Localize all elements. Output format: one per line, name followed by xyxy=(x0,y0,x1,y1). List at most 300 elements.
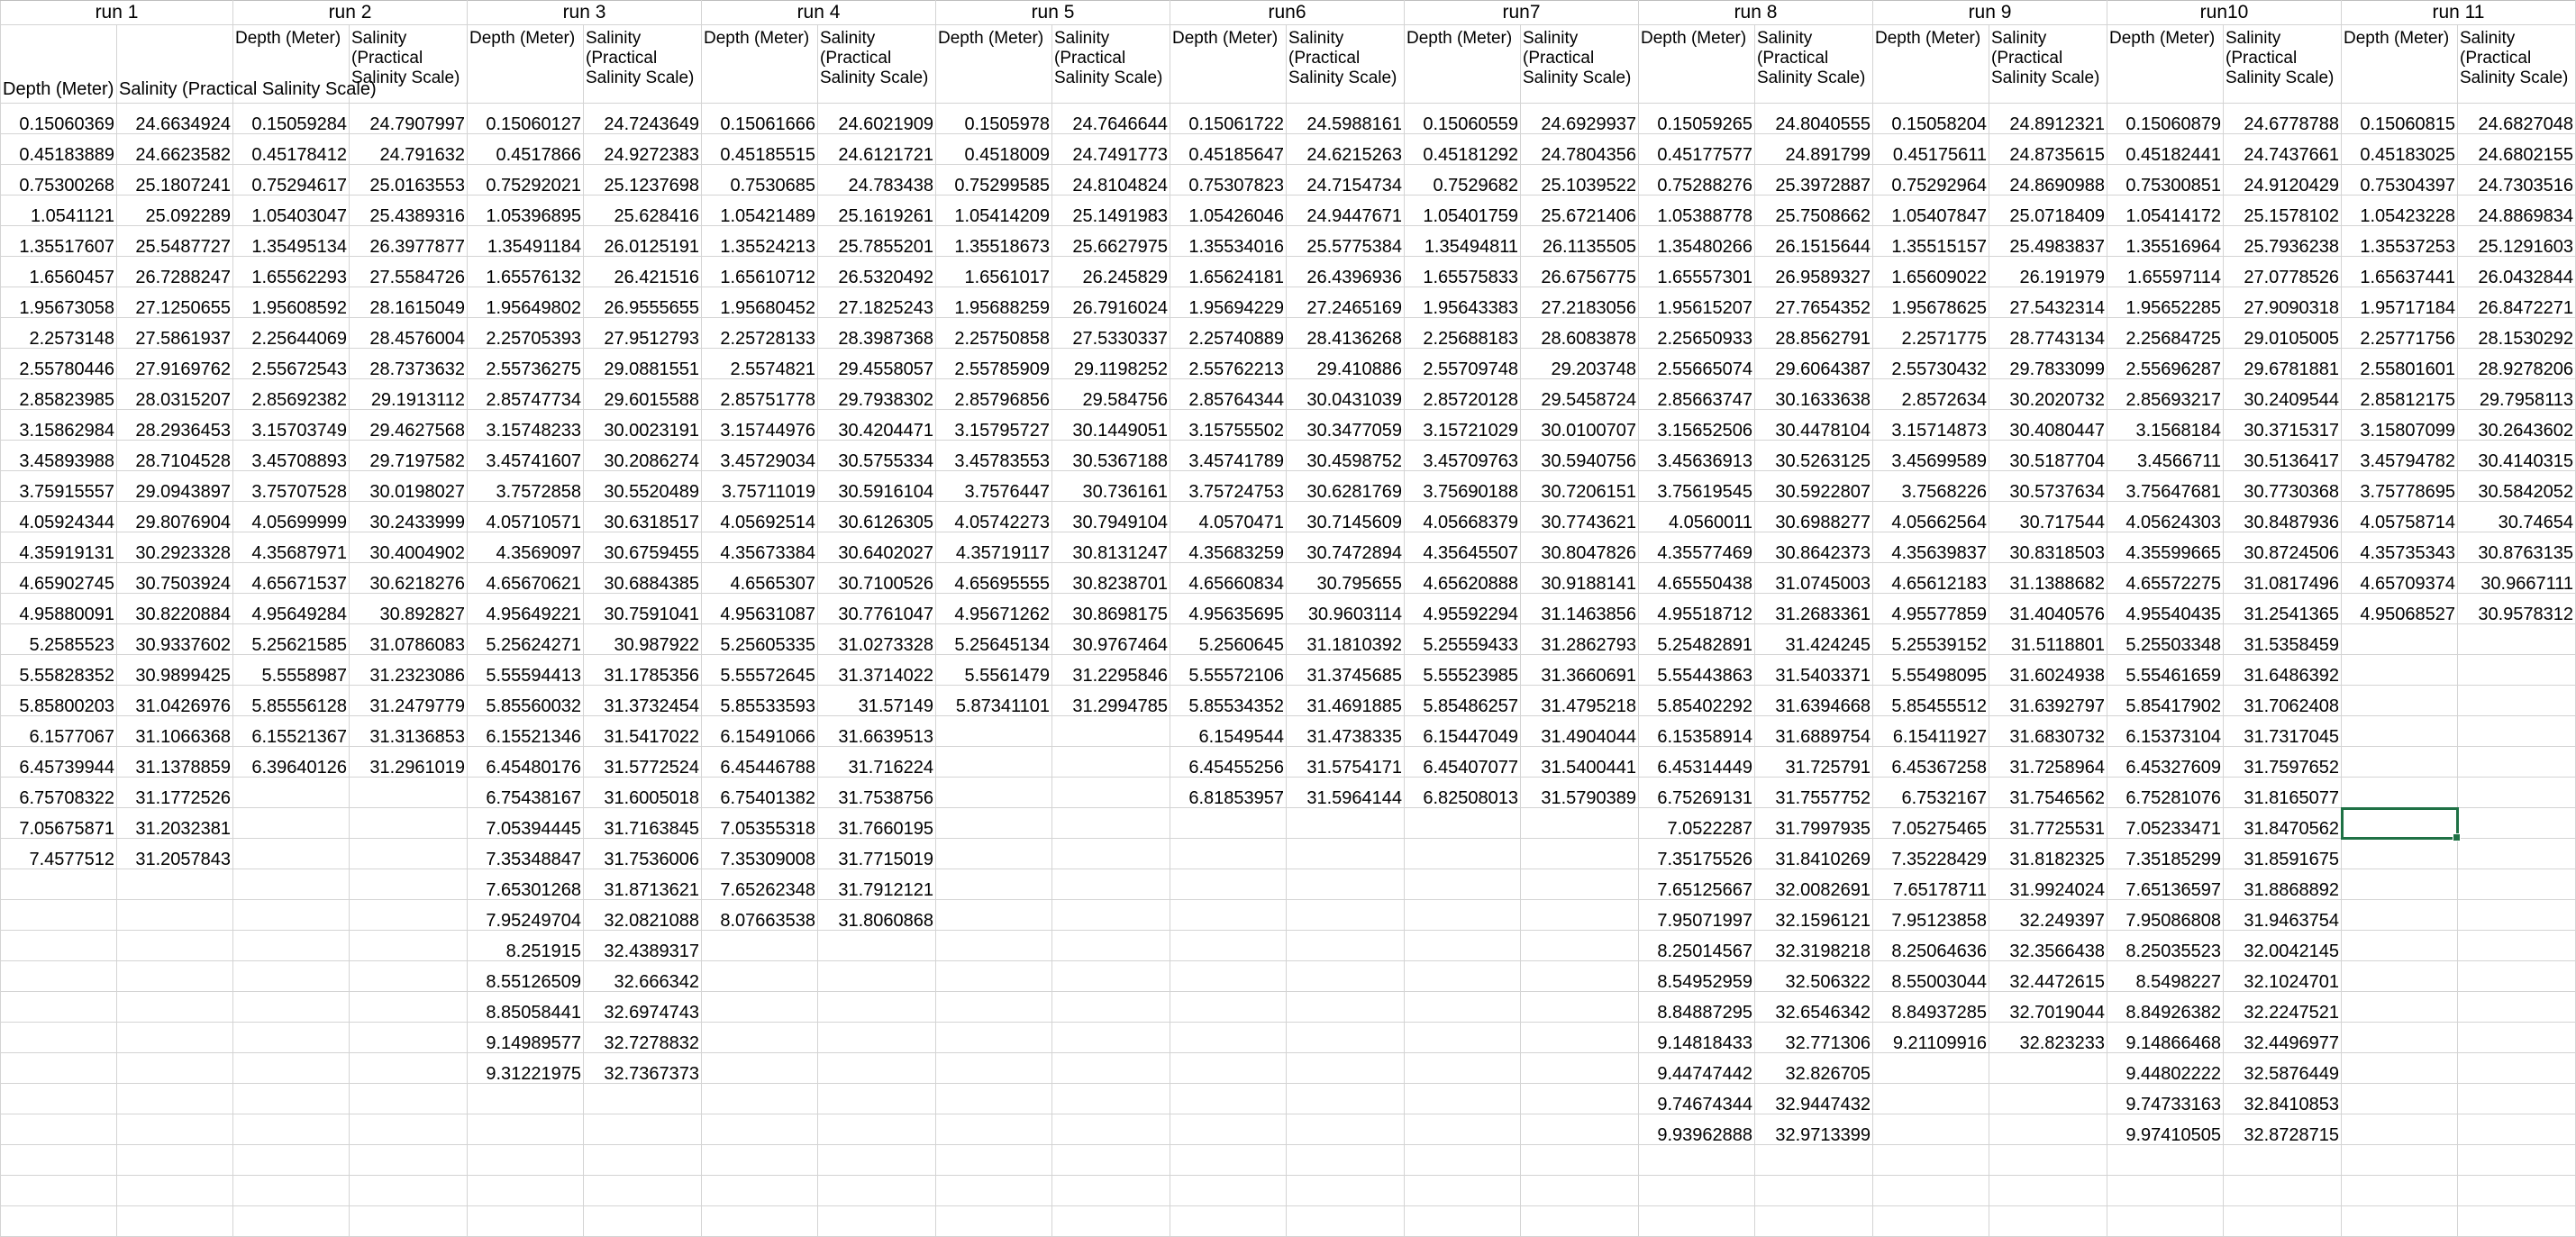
salinity-cell[interactable]: 32.5876449 xyxy=(2224,1053,2342,1084)
depth-cell[interactable]: 3.15748233 xyxy=(468,410,584,441)
salinity-cell[interactable]: 31.2032381 xyxy=(117,808,233,839)
depth-cell[interactable]: 4.65671537 xyxy=(233,563,350,594)
depth-cell[interactable]: 6.75269131 xyxy=(1639,778,1755,808)
depth-cell[interactable]: 6.45446788 xyxy=(702,747,818,778)
salinity-cell[interactable]: 31.4795218 xyxy=(1521,686,1639,716)
depth-cell[interactable]: 6.75281076 xyxy=(2107,778,2224,808)
salinity-cell[interactable]: 29.8076904 xyxy=(117,502,233,532)
empty-cell[interactable] xyxy=(1989,1084,2107,1114)
salinity-cell[interactable]: 26.3977877 xyxy=(350,226,468,257)
salinity-cell[interactable]: 30.5755334 xyxy=(818,441,936,471)
salinity-cell[interactable]: 32.7367373 xyxy=(584,1053,702,1084)
salinity-cell[interactable]: 31.3136853 xyxy=(350,716,468,747)
salinity-cell[interactable]: 29.410886 xyxy=(1287,349,1405,379)
salinity-cell[interactable]: 25.3972887 xyxy=(1755,165,1873,196)
empty-cell[interactable] xyxy=(233,1053,350,1084)
depth-cell[interactable]: 3.45783553 xyxy=(936,441,1052,471)
depth-cell[interactable]: 0.15061666 xyxy=(702,104,818,134)
salinity-cell[interactable]: 24.6827048 xyxy=(2458,104,2576,134)
depth-cell[interactable]: 5.2560645 xyxy=(1170,624,1287,655)
empty-cell[interactable] xyxy=(117,1114,233,1145)
depth-cell[interactable]: 1.05423228 xyxy=(2342,196,2458,226)
salinity-cell[interactable]: 28.0315207 xyxy=(117,379,233,410)
salinity-cell[interactable]: 31.6024938 xyxy=(1989,655,2107,686)
depth-cell[interactable]: 6.75401382 xyxy=(702,778,818,808)
empty-cell[interactable] xyxy=(936,808,1052,839)
empty-cell[interactable] xyxy=(702,1023,818,1053)
empty-cell[interactable] xyxy=(1052,931,1170,961)
salinity-cell[interactable]: 26.191979 xyxy=(1989,257,2107,287)
depth-cell[interactable]: 1.05396895 xyxy=(468,196,584,226)
depth-cell[interactable]: 1.35491184 xyxy=(468,226,584,257)
salinity-cell[interactable]: 28.4576004 xyxy=(350,318,468,349)
salinity-cell[interactable]: 30.0431039 xyxy=(1287,379,1405,410)
depth-cell[interactable]: 6.75438167 xyxy=(468,778,584,808)
depth-cell[interactable]: 7.95249704 xyxy=(468,900,584,931)
depth-cell[interactable]: 5.25539152 xyxy=(1873,624,1989,655)
empty-cell[interactable] xyxy=(350,1053,468,1084)
depth-cell[interactable]: 0.15060559 xyxy=(1405,104,1521,134)
salinity-cell[interactable]: 30.4598752 xyxy=(1287,441,1405,471)
salinity-cell[interactable]: 31.6486392 xyxy=(2224,655,2342,686)
depth-cell[interactable]: 1.65624181 xyxy=(1170,257,1287,287)
empty-cell[interactable] xyxy=(350,961,468,992)
salinity-cell[interactable]: 31.8591675 xyxy=(2224,839,2342,869)
depth-cell[interactable]: 2.55665074 xyxy=(1639,349,1755,379)
salinity-cell[interactable]: 25.7936238 xyxy=(2224,226,2342,257)
salinity-cell[interactable]: 25.6721406 xyxy=(1521,196,1639,226)
depth-cell[interactable]: 3.7572858 xyxy=(468,471,584,502)
depth-cell[interactable]: 8.85058441 xyxy=(468,992,584,1023)
depth-cell[interactable]: 4.95631087 xyxy=(702,594,818,624)
depth-cell[interactable]: 2.25705393 xyxy=(468,318,584,349)
empty-cell[interactable] xyxy=(2107,1206,2224,1237)
salinity-cell[interactable]: 30.8763135 xyxy=(2458,532,2576,563)
salinity-cell[interactable]: 26.4396936 xyxy=(1287,257,1405,287)
depth-cell[interactable]: 1.65576132 xyxy=(468,257,584,287)
depth-cell[interactable]: 1.95608592 xyxy=(233,287,350,318)
empty-cell[interactable] xyxy=(233,961,350,992)
salinity-cell[interactable]: 31.424245 xyxy=(1755,624,1873,655)
empty-cell[interactable] xyxy=(1405,931,1521,961)
salinity-cell[interactable]: 31.8165077 xyxy=(2224,778,2342,808)
column-header-salinity[interactable]: Salinity (Practical Salinity Scale) xyxy=(1989,25,2107,104)
depth-cell[interactable]: 3.45893988 xyxy=(1,441,117,471)
salinity-cell[interactable]: 29.7938302 xyxy=(818,379,936,410)
salinity-cell[interactable]: 31.1785356 xyxy=(584,655,702,686)
depth-cell[interactable]: 7.65136597 xyxy=(2107,869,2224,900)
depth-cell[interactable]: 2.55736275 xyxy=(468,349,584,379)
depth-cell[interactable]: 4.05692514 xyxy=(702,502,818,532)
empty-cell[interactable] xyxy=(1052,778,1170,808)
depth-cell[interactable]: 7.95071997 xyxy=(1639,900,1755,931)
depth-cell[interactable]: 6.45407077 xyxy=(1405,747,1521,778)
depth-cell[interactable]: 9.44802222 xyxy=(2107,1053,2224,1084)
empty-cell[interactable] xyxy=(2458,1114,2576,1145)
empty-cell[interactable] xyxy=(818,931,936,961)
salinity-cell[interactable]: 30.8698175 xyxy=(1052,594,1170,624)
depth-cell[interactable]: 3.15703749 xyxy=(233,410,350,441)
depth-cell[interactable]: 5.55523985 xyxy=(1405,655,1521,686)
empty-cell[interactable] xyxy=(1170,931,1287,961)
salinity-cell[interactable]: 32.823233 xyxy=(1989,1023,2107,1053)
depth-cell[interactable]: 3.75711019 xyxy=(702,471,818,502)
salinity-cell[interactable]: 31.7557752 xyxy=(1755,778,1873,808)
salinity-cell[interactable]: 28.1530292 xyxy=(2458,318,2576,349)
depth-cell[interactable]: 4.65902745 xyxy=(1,563,117,594)
depth-cell[interactable]: 5.85800203 xyxy=(1,686,117,716)
depth-cell[interactable]: 5.55498095 xyxy=(1873,655,1989,686)
depth-cell[interactable]: 0.15058204 xyxy=(1873,104,1989,134)
salinity-cell[interactable]: 24.6121721 xyxy=(818,134,936,165)
empty-cell[interactable] xyxy=(1989,1145,2107,1176)
depth-cell[interactable]: 2.85747734 xyxy=(468,379,584,410)
depth-cell[interactable]: 0.15059284 xyxy=(233,104,350,134)
empty-cell[interactable] xyxy=(702,1053,818,1084)
empty-cell[interactable] xyxy=(2458,992,2576,1023)
salinity-cell[interactable]: 25.6627975 xyxy=(1052,226,1170,257)
empty-cell[interactable] xyxy=(1170,992,1287,1023)
depth-cell[interactable]: 2.55696287 xyxy=(2107,349,2224,379)
depth-cell[interactable]: 1.95649802 xyxy=(468,287,584,318)
salinity-cell[interactable]: 27.5861937 xyxy=(117,318,233,349)
empty-cell[interactable] xyxy=(1,1084,117,1114)
salinity-cell[interactable]: 24.6021909 xyxy=(818,104,936,134)
depth-cell[interactable]: 3.45741607 xyxy=(468,441,584,471)
empty-cell[interactable] xyxy=(818,992,936,1023)
salinity-cell[interactable]: 30.987922 xyxy=(584,624,702,655)
salinity-cell[interactable]: 24.6802155 xyxy=(2458,134,2576,165)
empty-cell[interactable] xyxy=(1287,839,1405,869)
empty-cell[interactable] xyxy=(1873,1084,1989,1114)
depth-cell[interactable]: 0.4517866 xyxy=(468,134,584,165)
empty-cell[interactable] xyxy=(1405,992,1521,1023)
salinity-cell[interactable]: 32.4389317 xyxy=(584,931,702,961)
empty-cell[interactable] xyxy=(468,1084,584,1114)
empty-cell[interactable] xyxy=(1052,992,1170,1023)
depth-cell[interactable]: 0.15060879 xyxy=(2107,104,2224,134)
empty-cell[interactable] xyxy=(1052,1053,1170,1084)
depth-cell[interactable]: 5.85486257 xyxy=(1405,686,1521,716)
empty-cell[interactable] xyxy=(1052,1114,1170,1145)
depth-cell[interactable]: 1.35494811 xyxy=(1405,226,1521,257)
column-header-salinity[interactable]: Salinity (Practical Salinity Scale) xyxy=(1521,25,1639,104)
depth-cell[interactable]: 7.4577512 xyxy=(1,839,117,869)
empty-cell[interactable] xyxy=(1,992,117,1023)
column-header-salinity[interactable]: Salinity (Practical Salinity Scale) xyxy=(117,25,233,104)
depth-cell[interactable]: 8.5498227 xyxy=(2107,961,2224,992)
depth-cell[interactable]: 6.75708322 xyxy=(1,778,117,808)
depth-cell[interactable]: 2.85693217 xyxy=(2107,379,2224,410)
depth-cell[interactable]: 7.65125667 xyxy=(1639,869,1755,900)
salinity-cell[interactable]: 32.3198218 xyxy=(1755,931,1873,961)
salinity-cell[interactable]: 27.9090318 xyxy=(2224,287,2342,318)
depth-cell[interactable]: 3.45729034 xyxy=(702,441,818,471)
depth-cell[interactable]: 6.15521367 xyxy=(233,716,350,747)
run-header-cell[interactable]: run 11 xyxy=(2342,1,2576,25)
depth-cell[interactable]: 6.45367258 xyxy=(1873,747,1989,778)
depth-cell[interactable]: 5.25624271 xyxy=(468,624,584,655)
depth-cell[interactable]: 0.75299585 xyxy=(936,165,1052,196)
salinity-cell[interactable]: 31.8182325 xyxy=(1989,839,2107,869)
depth-cell[interactable]: 0.45181292 xyxy=(1405,134,1521,165)
depth-cell[interactable]: 9.31221975 xyxy=(468,1053,584,1084)
salinity-cell[interactable]: 32.506322 xyxy=(1755,961,1873,992)
depth-cell[interactable]: 5.25621585 xyxy=(233,624,350,655)
empty-cell[interactable] xyxy=(702,961,818,992)
depth-cell[interactable]: 8.251915 xyxy=(468,931,584,961)
salinity-cell[interactable]: 30.9899425 xyxy=(117,655,233,686)
empty-cell[interactable] xyxy=(350,1084,468,1114)
depth-cell[interactable]: 0.15060369 xyxy=(1,104,117,134)
salinity-cell[interactable]: 31.8060868 xyxy=(818,900,936,931)
empty-cell[interactable] xyxy=(702,931,818,961)
depth-cell[interactable]: 5.5561479 xyxy=(936,655,1052,686)
salinity-cell[interactable]: 30.8220884 xyxy=(117,594,233,624)
empty-cell[interactable] xyxy=(1052,900,1170,931)
salinity-cell[interactable]: 30.8642373 xyxy=(1755,532,1873,563)
depth-cell[interactable]: 2.25688183 xyxy=(1405,318,1521,349)
salinity-cell[interactable]: 28.2936453 xyxy=(117,410,233,441)
depth-cell[interactable]: 3.7576447 xyxy=(936,471,1052,502)
salinity-cell[interactable]: 30.0198027 xyxy=(350,471,468,502)
empty-cell[interactable] xyxy=(1521,1206,1639,1237)
depth-cell[interactable]: 0.75292964 xyxy=(1873,165,1989,196)
empty-cell[interactable] xyxy=(936,1206,1052,1237)
depth-cell[interactable]: 2.85663747 xyxy=(1639,379,1755,410)
column-header-salinity[interactable]: Salinity (Practical Salinity Scale) xyxy=(818,25,936,104)
run-header-cell[interactable]: run 2 xyxy=(233,1,468,25)
empty-cell[interactable] xyxy=(1170,961,1287,992)
depth-cell[interactable]: 3.45636913 xyxy=(1639,441,1755,471)
salinity-cell[interactable]: 30.7591041 xyxy=(584,594,702,624)
depth-cell[interactable]: 1.05403047 xyxy=(233,196,350,226)
salinity-cell[interactable]: 31.4904044 xyxy=(1521,716,1639,747)
empty-cell[interactable] xyxy=(1521,1114,1639,1145)
empty-cell[interactable] xyxy=(1639,1145,1755,1176)
empty-cell[interactable] xyxy=(350,1023,468,1053)
depth-cell[interactable]: 8.25064636 xyxy=(1873,931,1989,961)
depth-cell[interactable]: 2.85751778 xyxy=(702,379,818,410)
empty-cell[interactable] xyxy=(584,1084,702,1114)
depth-cell[interactable]: 7.95086808 xyxy=(2107,900,2224,931)
depth-cell[interactable]: 1.35515157 xyxy=(1873,226,1989,257)
depth-cell[interactable]: 9.14818433 xyxy=(1639,1023,1755,1053)
salinity-cell[interactable]: 31.7597652 xyxy=(2224,747,2342,778)
empty-cell[interactable] xyxy=(1405,839,1521,869)
empty-cell[interactable] xyxy=(702,1206,818,1237)
empty-cell[interactable] xyxy=(1287,961,1405,992)
depth-cell[interactable]: 2.85692382 xyxy=(233,379,350,410)
depth-cell[interactable]: 6.81853957 xyxy=(1170,778,1287,808)
empty-cell[interactable] xyxy=(1052,1176,1170,1206)
salinity-cell[interactable]: 27.1250655 xyxy=(117,287,233,318)
depth-cell[interactable]: 4.95577859 xyxy=(1873,594,1989,624)
empty-cell[interactable] xyxy=(2107,1145,2224,1176)
empty-cell[interactable] xyxy=(1405,1114,1521,1145)
salinity-cell[interactable]: 26.0432844 xyxy=(2458,257,2576,287)
depth-cell[interactable]: 3.15744976 xyxy=(702,410,818,441)
salinity-cell[interactable]: 31.2323086 xyxy=(350,655,468,686)
empty-cell[interactable] xyxy=(1287,992,1405,1023)
salinity-cell[interactable]: 31.5772524 xyxy=(584,747,702,778)
salinity-cell[interactable]: 24.9447671 xyxy=(1287,196,1405,226)
empty-cell[interactable] xyxy=(117,1023,233,1053)
empty-cell[interactable] xyxy=(2342,931,2458,961)
salinity-cell[interactable]: 30.6988277 xyxy=(1755,502,1873,532)
run-header-cell[interactable]: run7 xyxy=(1405,1,1639,25)
depth-cell[interactable]: 6.15373104 xyxy=(2107,716,2224,747)
salinity-cell[interactable]: 32.826705 xyxy=(1755,1053,1873,1084)
depth-cell[interactable]: 9.14866468 xyxy=(2107,1023,2224,1053)
salinity-cell[interactable]: 31.3745685 xyxy=(1287,655,1405,686)
salinity-cell[interactable]: 31.0273328 xyxy=(818,624,936,655)
depth-cell[interactable]: 0.1505978 xyxy=(936,104,1052,134)
depth-cell[interactable]: 1.35534016 xyxy=(1170,226,1287,257)
salinity-cell[interactable]: 26.5320492 xyxy=(818,257,936,287)
depth-cell[interactable]: 0.45185515 xyxy=(702,134,818,165)
empty-cell[interactable] xyxy=(702,992,818,1023)
empty-cell[interactable] xyxy=(2458,747,2576,778)
empty-cell[interactable] xyxy=(818,1114,936,1145)
empty-cell[interactable] xyxy=(1170,839,1287,869)
empty-cell[interactable] xyxy=(1,1145,117,1176)
column-header-depth[interactable]: Depth (Meter) xyxy=(2342,25,2458,104)
depth-cell[interactable]: 1.65610712 xyxy=(702,257,818,287)
salinity-cell[interactable]: 31.5118801 xyxy=(1989,624,2107,655)
salinity-cell[interactable]: 31.7062408 xyxy=(2224,686,2342,716)
salinity-cell[interactable]: 31.5754171 xyxy=(1287,747,1405,778)
empty-cell[interactable] xyxy=(2342,716,2458,747)
salinity-cell[interactable]: 32.9713399 xyxy=(1755,1114,1873,1145)
salinity-cell[interactable]: 31.2994785 xyxy=(1052,686,1170,716)
empty-cell[interactable] xyxy=(1989,1114,2107,1145)
empty-cell[interactable] xyxy=(936,1145,1052,1176)
depth-cell[interactable]: 3.7568226 xyxy=(1873,471,1989,502)
depth-cell[interactable]: 7.65301268 xyxy=(468,869,584,900)
salinity-cell[interactable]: 28.8562791 xyxy=(1755,318,1873,349)
empty-cell[interactable] xyxy=(936,1176,1052,1206)
empty-cell[interactable] xyxy=(468,1176,584,1206)
salinity-cell[interactable]: 29.7197582 xyxy=(350,441,468,471)
depth-cell[interactable]: 4.95649284 xyxy=(233,594,350,624)
salinity-cell[interactable]: 28.1615049 xyxy=(350,287,468,318)
salinity-cell[interactable]: 31.2541365 xyxy=(2224,594,2342,624)
depth-cell[interactable]: 8.84887295 xyxy=(1639,992,1755,1023)
empty-cell[interactable] xyxy=(584,1145,702,1176)
salinity-cell[interactable]: 31.9924024 xyxy=(1989,869,2107,900)
empty-cell[interactable] xyxy=(1287,1145,1405,1176)
empty-cell[interactable] xyxy=(1287,808,1405,839)
depth-cell[interactable]: 5.25605335 xyxy=(702,624,818,655)
salinity-cell[interactable]: 31.6394668 xyxy=(1755,686,1873,716)
empty-cell[interactable] xyxy=(350,1114,468,1145)
salinity-cell[interactable]: 29.0105005 xyxy=(2224,318,2342,349)
empty-cell[interactable] xyxy=(233,1145,350,1176)
salinity-cell[interactable]: 29.0943897 xyxy=(117,471,233,502)
depth-cell[interactable]: 0.45175611 xyxy=(1873,134,1989,165)
salinity-cell[interactable]: 26.1135505 xyxy=(1521,226,1639,257)
depth-cell[interactable]: 2.55780446 xyxy=(1,349,117,379)
salinity-cell[interactable]: 24.8735615 xyxy=(1989,134,2107,165)
salinity-cell[interactable]: 31.7660195 xyxy=(818,808,936,839)
empty-cell[interactable] xyxy=(1521,808,1639,839)
salinity-cell[interactable]: 25.1039522 xyxy=(1521,165,1639,196)
empty-cell[interactable] xyxy=(1755,1176,1873,1206)
salinity-cell[interactable]: 30.0100707 xyxy=(1521,410,1639,441)
depth-cell[interactable]: 4.35719117 xyxy=(936,532,1052,563)
column-header-depth[interactable]: Depth (Meter) xyxy=(1170,25,1287,104)
empty-cell[interactable] xyxy=(936,1023,1052,1053)
column-header-salinity[interactable]: Salinity (Practical Salinity Scale) xyxy=(584,25,702,104)
depth-cell[interactable]: 2.25771756 xyxy=(2342,318,2458,349)
salinity-cell[interactable]: 29.4558057 xyxy=(818,349,936,379)
empty-cell[interactable] xyxy=(2342,1023,2458,1053)
depth-cell[interactable]: 8.55126509 xyxy=(468,961,584,992)
empty-cell[interactable] xyxy=(350,992,468,1023)
salinity-cell[interactable]: 24.6778788 xyxy=(2224,104,2342,134)
depth-cell[interactable]: 6.39640126 xyxy=(233,747,350,778)
empty-cell[interactable] xyxy=(468,1145,584,1176)
empty-cell[interactable] xyxy=(1170,900,1287,931)
column-header-depth[interactable]: Depth (Meter) xyxy=(2107,25,2224,104)
salinity-cell[interactable]: 30.5737634 xyxy=(1989,471,2107,502)
salinity-cell[interactable]: 32.0821088 xyxy=(584,900,702,931)
empty-cell[interactable] xyxy=(350,931,468,961)
column-header-salinity[interactable]: Salinity (Practical Salinity Scale) xyxy=(2458,25,2576,104)
depth-cell[interactable]: 4.0560011 xyxy=(1639,502,1755,532)
depth-cell[interactable]: 1.95615207 xyxy=(1639,287,1755,318)
salinity-cell[interactable]: 32.6546342 xyxy=(1755,992,1873,1023)
empty-cell[interactable] xyxy=(936,747,1052,778)
empty-cell[interactable] xyxy=(1405,1084,1521,1114)
depth-cell[interactable]: 1.95688259 xyxy=(936,287,1052,318)
empty-cell[interactable] xyxy=(117,1145,233,1176)
depth-cell[interactable]: 1.95678625 xyxy=(1873,287,1989,318)
salinity-cell[interactable]: 29.0881551 xyxy=(584,349,702,379)
salinity-cell[interactable]: 30.3715317 xyxy=(2224,410,2342,441)
salinity-cell[interactable]: 26.8472271 xyxy=(2458,287,2576,318)
depth-cell[interactable]: 8.54952959 xyxy=(1639,961,1755,992)
depth-cell[interactable]: 1.65575833 xyxy=(1405,257,1521,287)
empty-cell[interactable] xyxy=(2458,808,2576,839)
salinity-cell[interactable]: 31.1066368 xyxy=(117,716,233,747)
salinity-cell[interactable]: 24.7804356 xyxy=(1521,134,1639,165)
empty-cell[interactable] xyxy=(1170,1206,1287,1237)
column-header-salinity[interactable]: Salinity (Practical Salinity Scale) xyxy=(1052,25,1170,104)
salinity-cell[interactable]: 31.7546562 xyxy=(1989,778,2107,808)
depth-cell[interactable]: 6.45739944 xyxy=(1,747,117,778)
salinity-cell[interactable]: 30.5136417 xyxy=(2224,441,2342,471)
depth-cell[interactable]: 4.95540435 xyxy=(2107,594,2224,624)
depth-cell[interactable]: 3.4566711 xyxy=(2107,441,2224,471)
depth-cell[interactable]: 1.95694229 xyxy=(1170,287,1287,318)
salinity-cell[interactable]: 31.6830732 xyxy=(1989,716,2107,747)
salinity-cell[interactable]: 30.4004902 xyxy=(350,532,468,563)
depth-cell[interactable]: 5.85560032 xyxy=(468,686,584,716)
depth-cell[interactable]: 5.85556128 xyxy=(233,686,350,716)
salinity-cell[interactable]: 26.1515644 xyxy=(1755,226,1873,257)
depth-cell[interactable]: 0.75300851 xyxy=(2107,165,2224,196)
depth-cell[interactable]: 6.15411927 xyxy=(1873,716,1989,747)
salinity-cell[interactable]: 30.5842052 xyxy=(2458,471,2576,502)
run-header-cell[interactable]: run 3 xyxy=(468,1,702,25)
salinity-cell[interactable]: 31.5790389 xyxy=(1521,778,1639,808)
depth-cell[interactable]: 5.5558987 xyxy=(233,655,350,686)
empty-cell[interactable] xyxy=(2342,839,2458,869)
salinity-cell[interactable]: 30.7145609 xyxy=(1287,502,1405,532)
depth-cell[interactable]: 3.75915557 xyxy=(1,471,117,502)
